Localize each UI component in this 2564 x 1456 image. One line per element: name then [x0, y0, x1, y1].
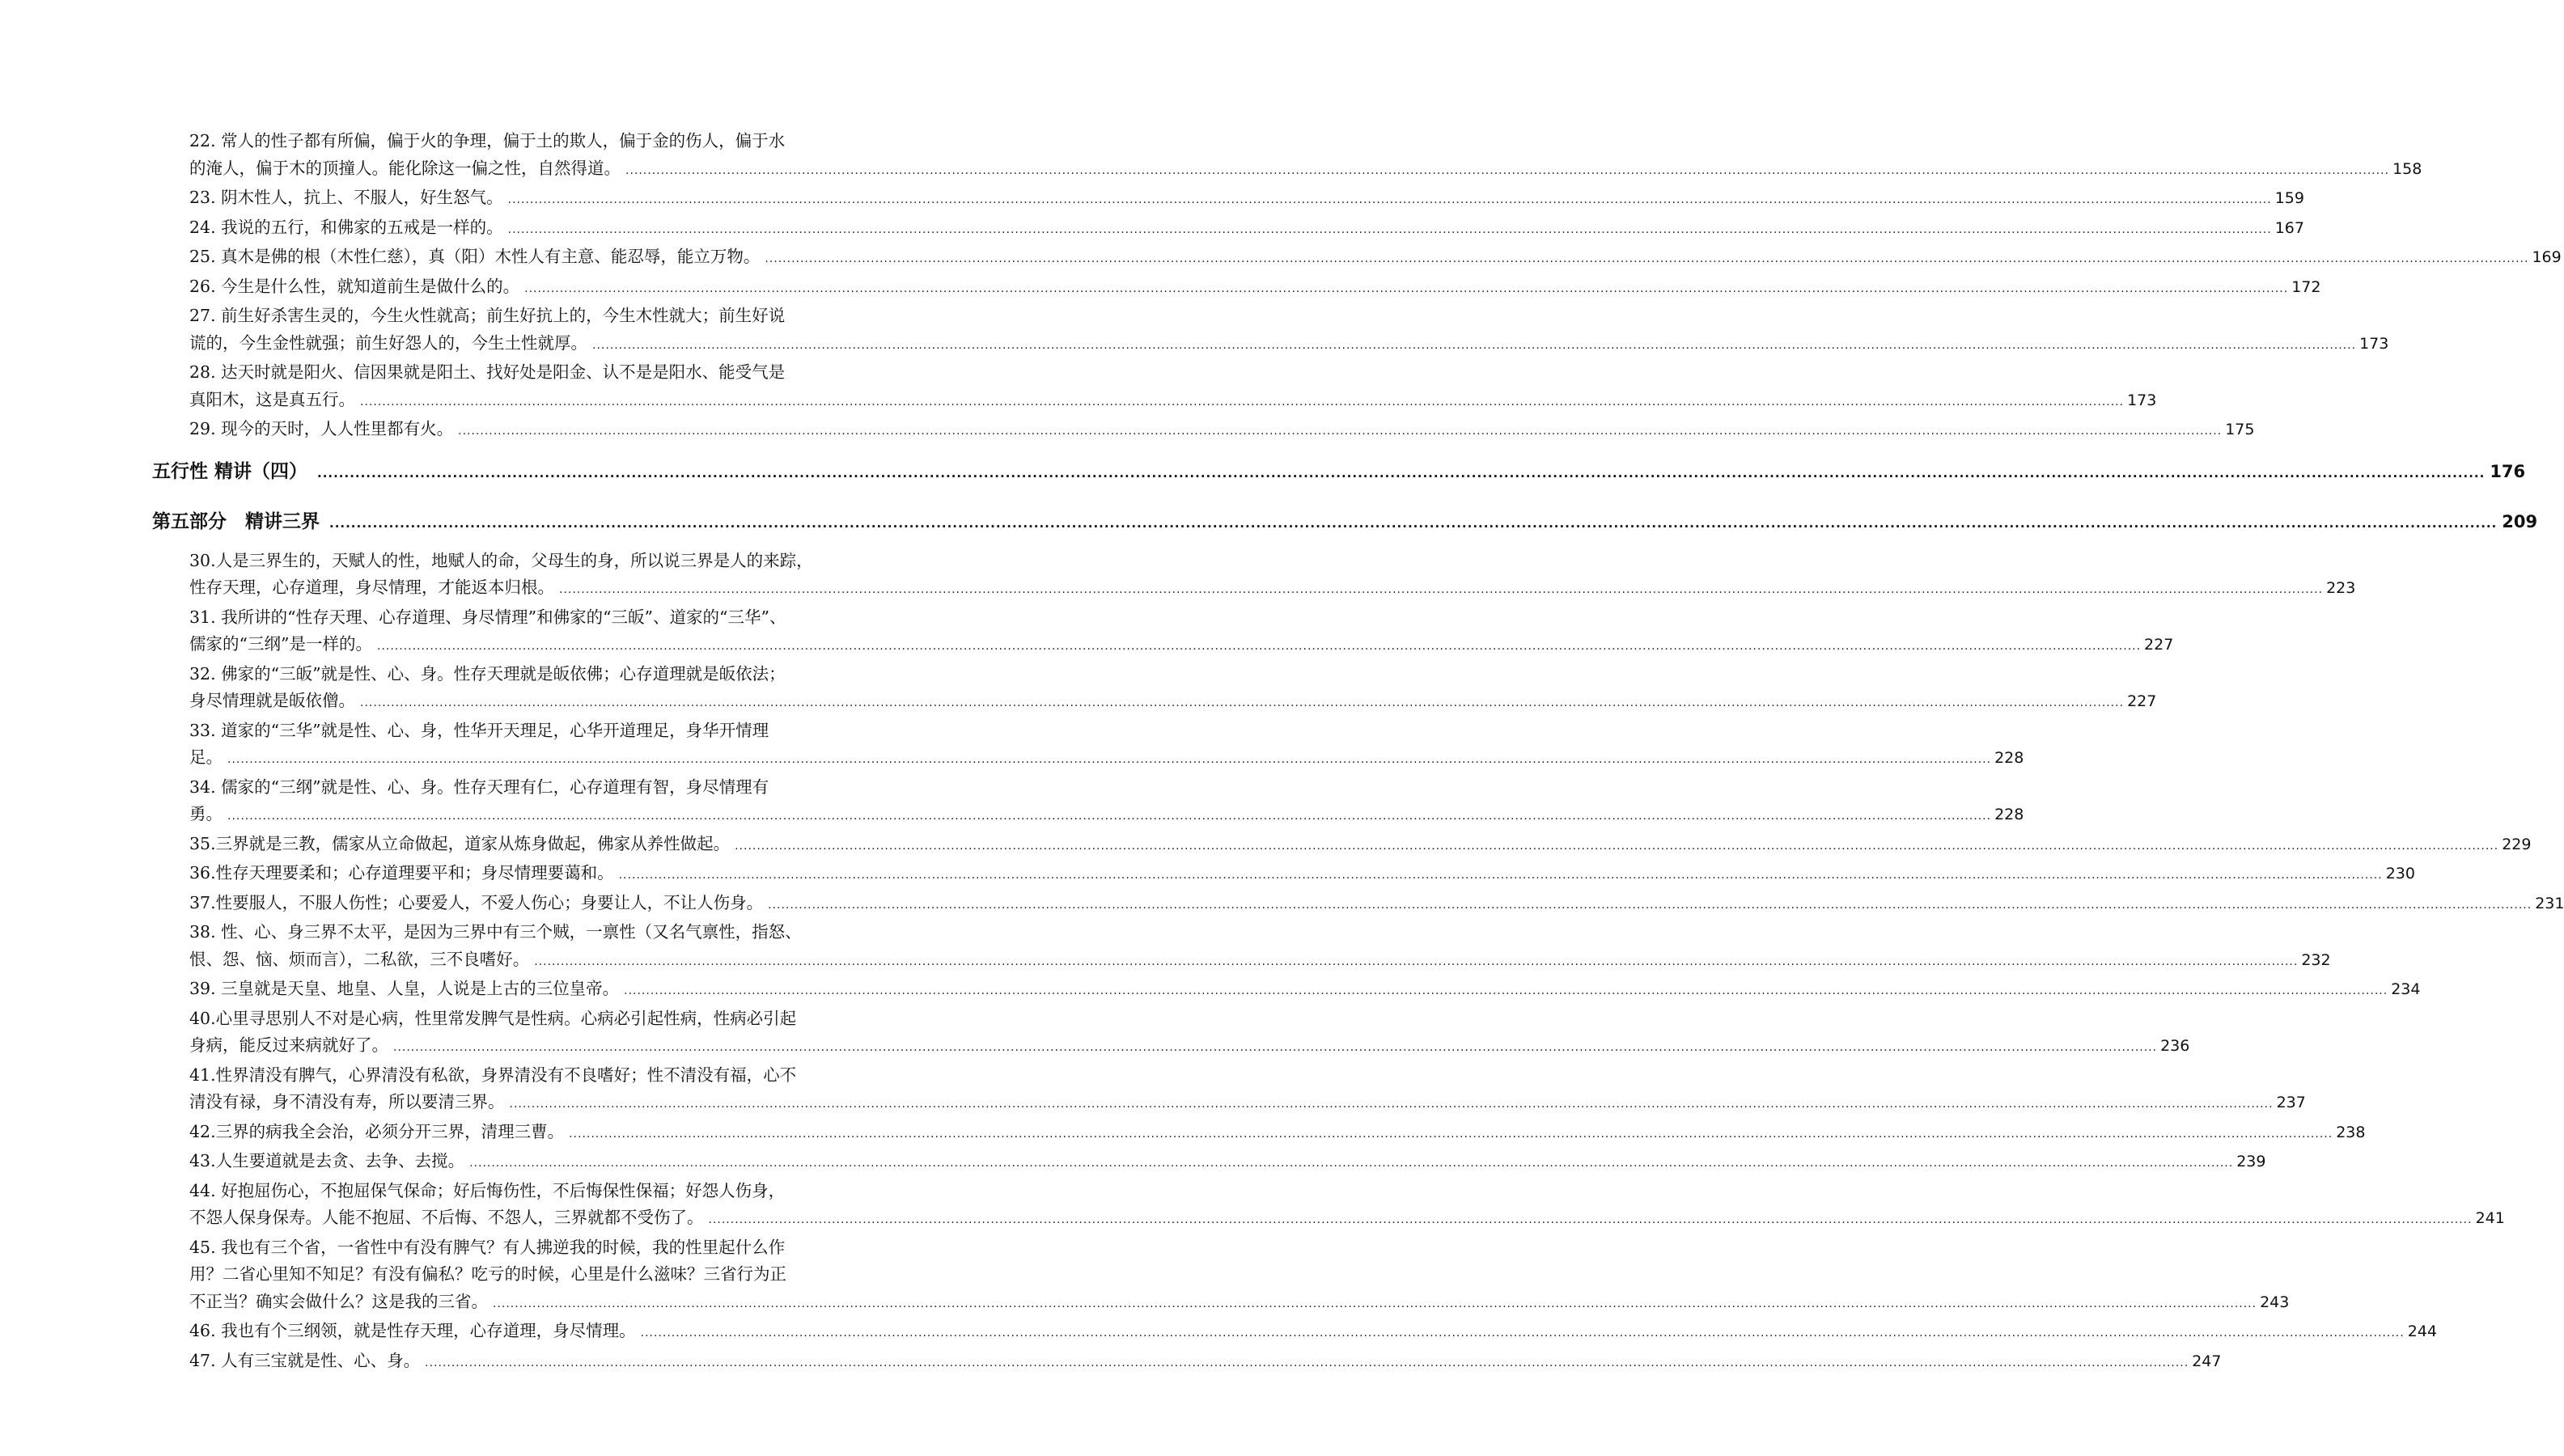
entry-text-line: 恨、怨、恼、烦而言），二私欲，三不良嗜好。	[189, 949, 530, 969]
entry-text-line: 45. 我也有三个省，一省性中有没有脾气？有人拂逆我的时候，我的性里起什么作	[189, 1237, 786, 1257]
entry-last-line	[189, 155, 2422, 185]
entry-last-line	[189, 184, 2304, 214]
dot-leader: ................................................................................................................................................................................................................................................................................................................................................................................................................	[425, 1356, 2189, 1369]
dot-leader: ................................................................................................................................................................................................................................................................................................................................................................................................................	[569, 1127, 2333, 1141]
page-number: 244	[2407, 1323, 2437, 1340]
entry-text-line: 32. 佛家的“三皈”就是性、心、身。性存天理就是皈依佛；心存道理就是皈依法；	[189, 663, 786, 684]
page-number: 169	[2532, 248, 2562, 266]
dot-leader: ................................................................................................................................................................................................................................................................................................................................................................................................................	[507, 222, 2272, 236]
entry-text-line: 38. 性、心、身三界不太平，是因为三界中有三个贼，一禀性（又名气禀性，指怒、	[189, 922, 802, 942]
entry-text-line: 36.性存天理要柔和；心存道理要平和；身尽情理要蔼和。	[189, 863, 614, 882]
dot-leader: ................................................................................................................................................................................................................................................................................................................................................................................................................	[360, 696, 2125, 709]
toc-group-part-five	[152, 548, 2564, 1378]
entry-text-line: 性存天理，心存道理，身尽情理，才能返本归根。	[189, 578, 554, 597]
page-number: 159	[2274, 189, 2304, 207]
dot-leader: ................................................................................................................................................................................................................................................................................................................................................................................................................	[329, 515, 2498, 531]
dot-leader: ................................................................................................................................................................................................................................................................................................................................................................................................................	[708, 1213, 2473, 1226]
entry-last-line	[189, 1119, 2366, 1149]
toc-entry[interactable]	[152, 890, 2564, 920]
dot-leader: ................................................................................................................................................................................................................................................................................................................................................................................................................	[592, 338, 2357, 352]
page-number: 236	[2160, 1037, 2190, 1055]
toc-entry[interactable]	[152, 919, 2331, 976]
toc-entry[interactable]	[152, 214, 2304, 244]
entry-text-line: 42.三界的病我全会治，必须分开三界，清理三曹。	[189, 1121, 565, 1141]
page-number: 241	[2475, 1209, 2505, 1227]
entry-last-line	[189, 1148, 2266, 1178]
entry-text-line: 的淹人，偏于木的顶撞人。能化除这一偏之性，自然得道。	[189, 158, 621, 178]
page-number: 229	[2502, 835, 2532, 853]
entry-text-line: 35.三界就是三教，儒家从立命做起，道家从炼身做起，佛家从养性做起。	[189, 833, 731, 853]
entry-text-line: 46. 我也有个三纲领，就是性存天理，心存道理，身尽情理。	[189, 1321, 636, 1340]
section-title: 五行性 精讲（四）	[152, 459, 308, 482]
toc-entry[interactable]	[152, 416, 2255, 446]
toc-entry[interactable]	[152, 243, 2562, 273]
page-number: 237	[2276, 1094, 2306, 1111]
dot-leader: ................................................................................................................................................................................................................................................................................................................................................................................................................	[625, 163, 2390, 177]
dot-leader: ................................................................................................................................................................................................................................................................................................................................................................................................................	[469, 1157, 2234, 1170]
toc-entry[interactable]	[152, 1148, 2266, 1178]
page-number: 172	[2291, 277, 2321, 296]
page-number: 227	[2127, 692, 2157, 710]
toc-entry[interactable]	[152, 1318, 2437, 1348]
dot-leader: ................................................................................................................................................................................................................................................................................................................................................................................................................	[534, 954, 2299, 968]
entry-last-line	[189, 387, 2157, 417]
page-number: 234	[2391, 980, 2421, 998]
toc-entry[interactable]	[152, 1178, 2505, 1234]
page-number: 230	[2385, 865, 2415, 882]
entry-text-line: 真阳木，这是真五行。	[189, 389, 355, 409]
dot-leader: ................................................................................................................................................................................................................................................................................................................................................................................................................	[507, 193, 2272, 206]
entry-text-line: 足。	[189, 747, 222, 767]
entry-text-line: 身尽情理就是皈依僧。	[189, 691, 355, 710]
entry-last-line	[189, 1289, 2290, 1318]
toc-entry[interactable]	[152, 604, 2174, 661]
entry-text-line: 不正当？确实会做什么？这是我的三省。	[189, 1291, 488, 1311]
entry-text-line: 43.人生要道就是去贪、去争、去搅。	[189, 1151, 465, 1170]
entry-last-line	[189, 744, 2024, 774]
entry-last-line	[189, 801, 2024, 831]
entry-text-line: 37.性要服人，不服人伤性；心要爱人，不爱人伤心；身要让人，不让人伤身。	[189, 892, 764, 912]
dot-leader: ................................................................................................................................................................................................................................................................................................................................................................................................................	[493, 1297, 2257, 1310]
toc-entry[interactable]	[152, 831, 2532, 861]
toc-entry[interactable]	[152, 273, 2321, 303]
toc-entry[interactable]	[152, 359, 2157, 416]
entry-text-line: 41.性界清没有脾气，心界清没有私欲，身界清没有不良嗜好；性不清没有福，心不	[189, 1064, 797, 1085]
dot-leader: ................................................................................................................................................................................................................................................................................................................................................................................................................	[618, 869, 2383, 882]
page-number: 228	[1994, 806, 2024, 823]
entry-text-line: 40.心里寻思别人不对是心病，性里常发脾气是性病。心病必引起性病，性病必引起	[189, 1008, 797, 1028]
table-of-contents	[152, 128, 2564, 1377]
page-number: 231	[2535, 894, 2564, 912]
page-number: 228	[1994, 749, 2024, 767]
toc-entry[interactable]	[152, 1005, 2190, 1062]
entry-last-line	[189, 214, 2304, 244]
entry-last-line	[189, 243, 2562, 273]
section-title: 第五部分 精讲三界	[152, 510, 320, 532]
page-number: 175	[2225, 421, 2255, 438]
dot-leader: ................................................................................................................................................................................................................................................................................................................................................................................................................	[360, 395, 2125, 408]
page-number: 167	[2274, 218, 2304, 237]
dot-leader: ................................................................................................................................................................................................................................................................................................................................................................................................................	[393, 1041, 2158, 1054]
entry-last-line	[189, 1318, 2437, 1348]
toc-entry[interactable]	[152, 717, 2024, 774]
dot-leader: ................................................................................................................................................................................................................................................................................................................................................................................................................	[524, 281, 2289, 295]
page-number: 243	[2260, 1293, 2290, 1311]
section-heading-five[interactable]	[152, 507, 2538, 538]
entry-text-line: 28. 达天时就是阳火、信因果就是阳土、找好处是阳金、认不是是阳水、能受气是	[189, 362, 786, 382]
dot-leader: ................................................................................................................................................................................................................................................................................................................................................................................................................	[317, 465, 2486, 480]
dot-leader: ................................................................................................................................................................................................................................................................................................................................................................................................................	[640, 1327, 2405, 1340]
entry-text-line: 25. 真木是佛的根（木性仁慈），真（阳）木性人有主意、能忍辱，能立万物。	[189, 247, 761, 266]
entry-last-line	[189, 574, 2356, 604]
page-number: 238	[2336, 1123, 2366, 1141]
entry-text-line: 44. 好抱屈伤心，不抱屈保气保命；好后悔伤性，不后悔保性保福；好怨人伤身，	[189, 1180, 786, 1200]
page-number: 158	[2392, 159, 2422, 178]
entry-text-line: 勇。	[189, 804, 222, 823]
entry-last-line	[189, 976, 2421, 1005]
entry-text-line: 29. 现今的天时，人人性里都有火。	[189, 419, 454, 438]
dot-leader: ................................................................................................................................................................................................................................................................................................................................................................................................................	[376, 640, 2142, 653]
dot-leader: ................................................................................................................................................................................................................................................................................................................................................................................................................	[559, 583, 2324, 596]
dot-leader: ................................................................................................................................................................................................................................................................................................................................................................................................................	[458, 425, 2223, 438]
dot-leader: ................................................................................................................................................................................................................................................................................................................................................................................................................	[735, 839, 2499, 853]
entry-last-line	[189, 688, 2157, 717]
dot-leader: ................................................................................................................................................................................................................................................................................................................................................................................................................	[509, 1098, 2274, 1111]
entry-last-line	[189, 831, 2532, 861]
entry-text-line: 39. 三皇就是天皇、地皇、人皇，人说是上古的三位皇帝。	[189, 979, 620, 998]
entry-text-line: 26. 今生是什么性，就知道前生是做什么的。	[189, 276, 520, 296]
entry-last-line	[189, 416, 2255, 446]
entry-text-line: 34. 儒家的“三纲”就是性、心、身。性存天理有仁，心存道理有智，身尽情理有	[189, 777, 769, 797]
entry-last-line	[189, 631, 2174, 661]
entry-text-line: 儒家的“三纲”是一样的。	[189, 634, 372, 654]
section-heading-four[interactable]	[152, 457, 2526, 488]
toc-entry[interactable]	[152, 1119, 2366, 1149]
dot-leader: ................................................................................................................................................................................................................................................................................................................................................................................................................	[624, 984, 2388, 997]
dot-leader: ................................................................................................................................................................................................................................................................................................................................................................................................................	[765, 252, 2529, 265]
entry-text-line: 身病，能反过来病就好了。	[189, 1035, 388, 1055]
page-number: 176	[2490, 461, 2526, 481]
entry-text-line: 23. 阴木性人，抗上、不服人，好生怒气。	[189, 188, 503, 207]
entry-text-line: 24. 我说的五行，和佛家的五戒是一样的。	[189, 217, 503, 237]
toc-entry[interactable]	[152, 303, 2389, 359]
toc-entry[interactable]	[152, 774, 2024, 831]
entry-text-line: 22. 常人的性子都有所偏，偏于火的争理，偏于土的欺人，偏于金的伤人，偏于水	[189, 131, 786, 150]
dot-leader: ................................................................................................................................................................................................................................................................................................................................................................................................................	[227, 753, 1992, 766]
page-number: 223	[2326, 579, 2356, 597]
toc-group-part-four	[152, 128, 2562, 446]
entry-last-line	[189, 330, 2389, 360]
dot-leader: ................................................................................................................................................................................................................................................................................................................................................................................................................	[227, 810, 1992, 823]
toc-entry[interactable]	[152, 1062, 2306, 1119]
dot-leader: ................................................................................................................................................................................................................................................................................................................................................................................................................	[768, 898, 2532, 912]
entry-text-line: 27. 前生好杀害生灵的，今生火性就高；前生好抗上的，今生木性就大；前生好说	[189, 306, 786, 325]
toc-entry[interactable]	[152, 860, 2415, 890]
toc-entry[interactable]	[152, 976, 2421, 1005]
entry-last-line	[189, 1348, 2222, 1378]
entry-text-line: 谎的，今生金性就强；前生好怨人的，今生土性就厚。	[189, 332, 587, 353]
entry-text-line: 33. 道家的“三华”就是性、心、身，性华开天理足，心华开道理足，身华开情理	[189, 720, 769, 740]
entry-last-line	[189, 860, 2415, 890]
entry-text-line: 47. 人有三宝就是性、心、身。	[189, 1350, 421, 1370]
entry-last-line	[189, 946, 2331, 976]
toc-entry[interactable]	[152, 128, 2422, 184]
page-number: 232	[2301, 950, 2331, 969]
toc-entry[interactable]	[152, 548, 2356, 604]
page-number: 239	[2236, 1153, 2266, 1170]
entry-text-line: 用？二省心里知不知足？有没有偏私？吃亏的时候，心里是什么滋味？三省行为正	[189, 1264, 786, 1284]
toc-entry[interactable]	[152, 1234, 2290, 1318]
entry-last-line	[189, 1089, 2306, 1119]
page-number: 227	[2144, 636, 2174, 654]
entry-last-line	[189, 273, 2321, 303]
page-number: 209	[2502, 511, 2538, 531]
toc-entry[interactable]	[152, 1348, 2222, 1378]
entry-text-line: 30.人是三界生的，天赋人的性，地赋人的命，父母生的身，所以说三界是人的来踪，	[189, 550, 813, 570]
page-number: 247	[2192, 1352, 2222, 1370]
entry-text-line: 清没有禄，身不清没有寿，所以要清三界。	[189, 1092, 505, 1111]
page-number: 173	[2127, 391, 2157, 409]
entry-last-line	[189, 1032, 2190, 1062]
page-number: 173	[2359, 334, 2389, 353]
entry-last-line	[189, 890, 2564, 920]
entry-last-line	[189, 1204, 2505, 1234]
toc-entry[interactable]	[152, 184, 2304, 214]
toc-entry[interactable]	[152, 661, 2157, 717]
entry-text-line: 不怨人保身保寿。人能不抱屈、不后悔、不怨人，三界就都不受伤了。	[189, 1208, 704, 1227]
entry-text-line: 31. 我所讲的“性存天理、心存道理、身尽情理”和佛家的“三皈”、道家的“三华”、	[189, 607, 786, 627]
